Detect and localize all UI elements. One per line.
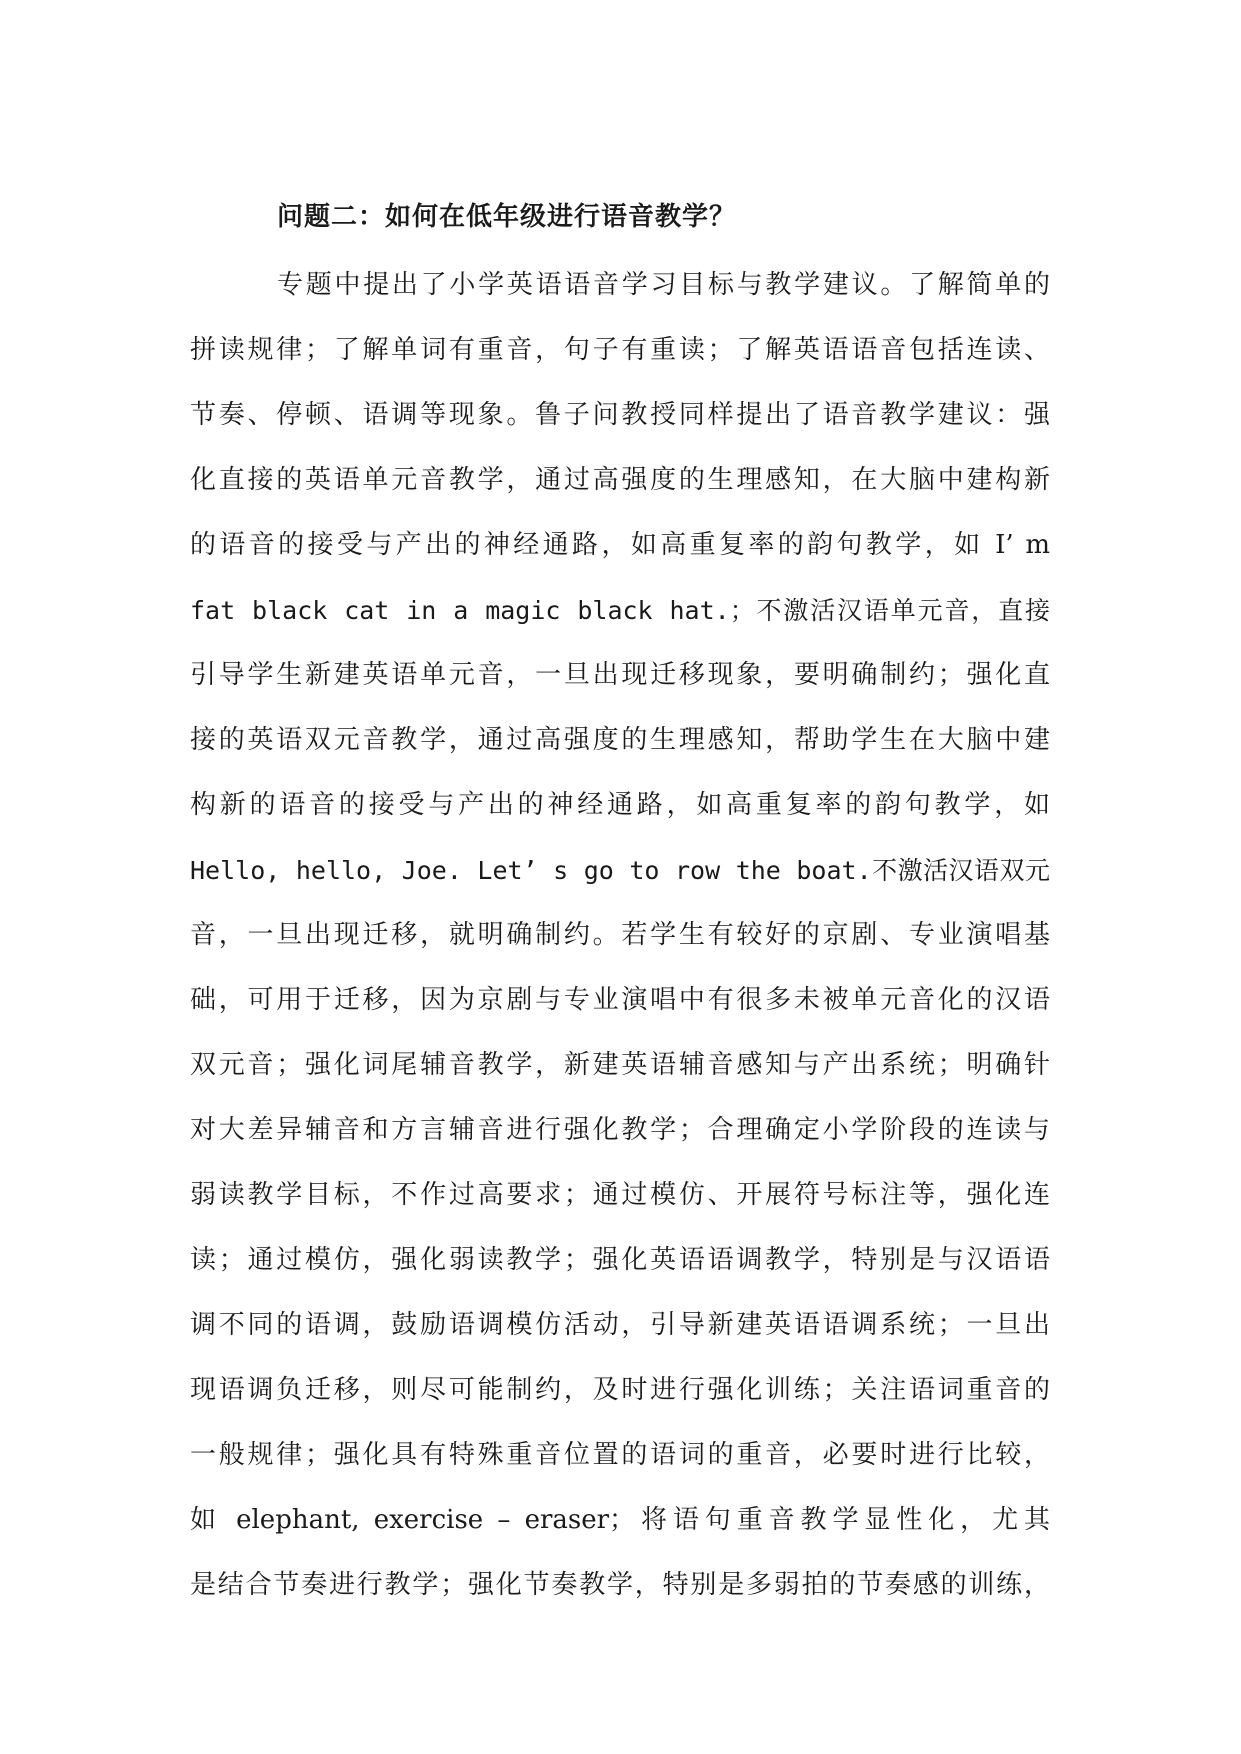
text-line: 是结合节奏进行教学；强化节奏教学，特别是多弱拍的节奏感的训练， (190, 1570, 1050, 1600)
text-line: 节奏、停顿、语调等现象。鲁子问教授同样提出了语音教学建议：强 (190, 400, 1050, 430)
text-line: 如 elephant, exercise – eraser；将语句重音教学显性化，尤其 (190, 1505, 1050, 1535)
text-line: 引导学生新建英语单元音，一旦出现迁移现象，要明确制约；强化直 (190, 660, 1050, 690)
text-line: 双元音；强化词尾辅音教学，新建英语辅音感知与产出系统；明确针 (190, 1050, 1050, 1080)
text-line: 音，一旦出现迁移，就明确制约。若学生有较好的京剧、专业演唱基 (190, 920, 1050, 950)
text-line: 化直接的英语单元音教学，通过高强度的生理感知，在大脑中建构新 (190, 465, 1050, 495)
text-line: 一般规律；强化具有特殊重音位置的语词的重音，必要时进行比较， (190, 1440, 1050, 1470)
body-text (190, 253, 1050, 1618)
text-line: 弱读教学目标，不作过高要求；通过模仿、开展符号标注等，强化连 (190, 1180, 1050, 1210)
text-line: 拼读规律；了解单词有重音，句子有重读；了解英语语音包括连读、 (190, 335, 1050, 365)
text-line: 构新的语音的接受与产出的神经通路，如高重复率的韵句教学，如 (190, 790, 1050, 820)
text-line: 的语音的接受与产出的神经通路，如高重复率的韵句教学，如 I’ m (190, 530, 1050, 560)
text-line: 接的英语双元音教学，通过高强度的生理感知，帮助学生在大脑中建 (190, 725, 1050, 755)
text-line: 读；通过模仿，强化弱读教学；强化英语语调教学，特别是与汉语语 (190, 1245, 1050, 1275)
section-heading: 问题二：如何在低年级进行语音教学？ (277, 202, 737, 232)
text-line: 专题中提出了小学英语语音学习目标与教学建议。了解简单的 (277, 270, 1050, 300)
text-line: 础，可用于迁移，因为京剧与专业演唱中有很多未被单元音化的汉语 (190, 985, 1050, 1015)
text-line: 调不同的语调，鼓励语调模仿活动，引导新建英语语调系统；一旦出 (190, 1310, 1050, 1340)
text-line: 现语调负迁移，则尽可能制约，及时进行强化训练；关注语词重音的 (190, 1375, 1050, 1405)
text-line: fat black cat in a magic black hat.；不激活汉语单元音，直接 (190, 596, 1050, 625)
text-line: 对大差异辅音和方言辅音进行强化教学；合理确定小学阶段的连读与 (190, 1115, 1050, 1145)
text-line: Hello, hello, Joe. Let’ s go to row the boat.不激活汉语双元 (190, 856, 1050, 885)
